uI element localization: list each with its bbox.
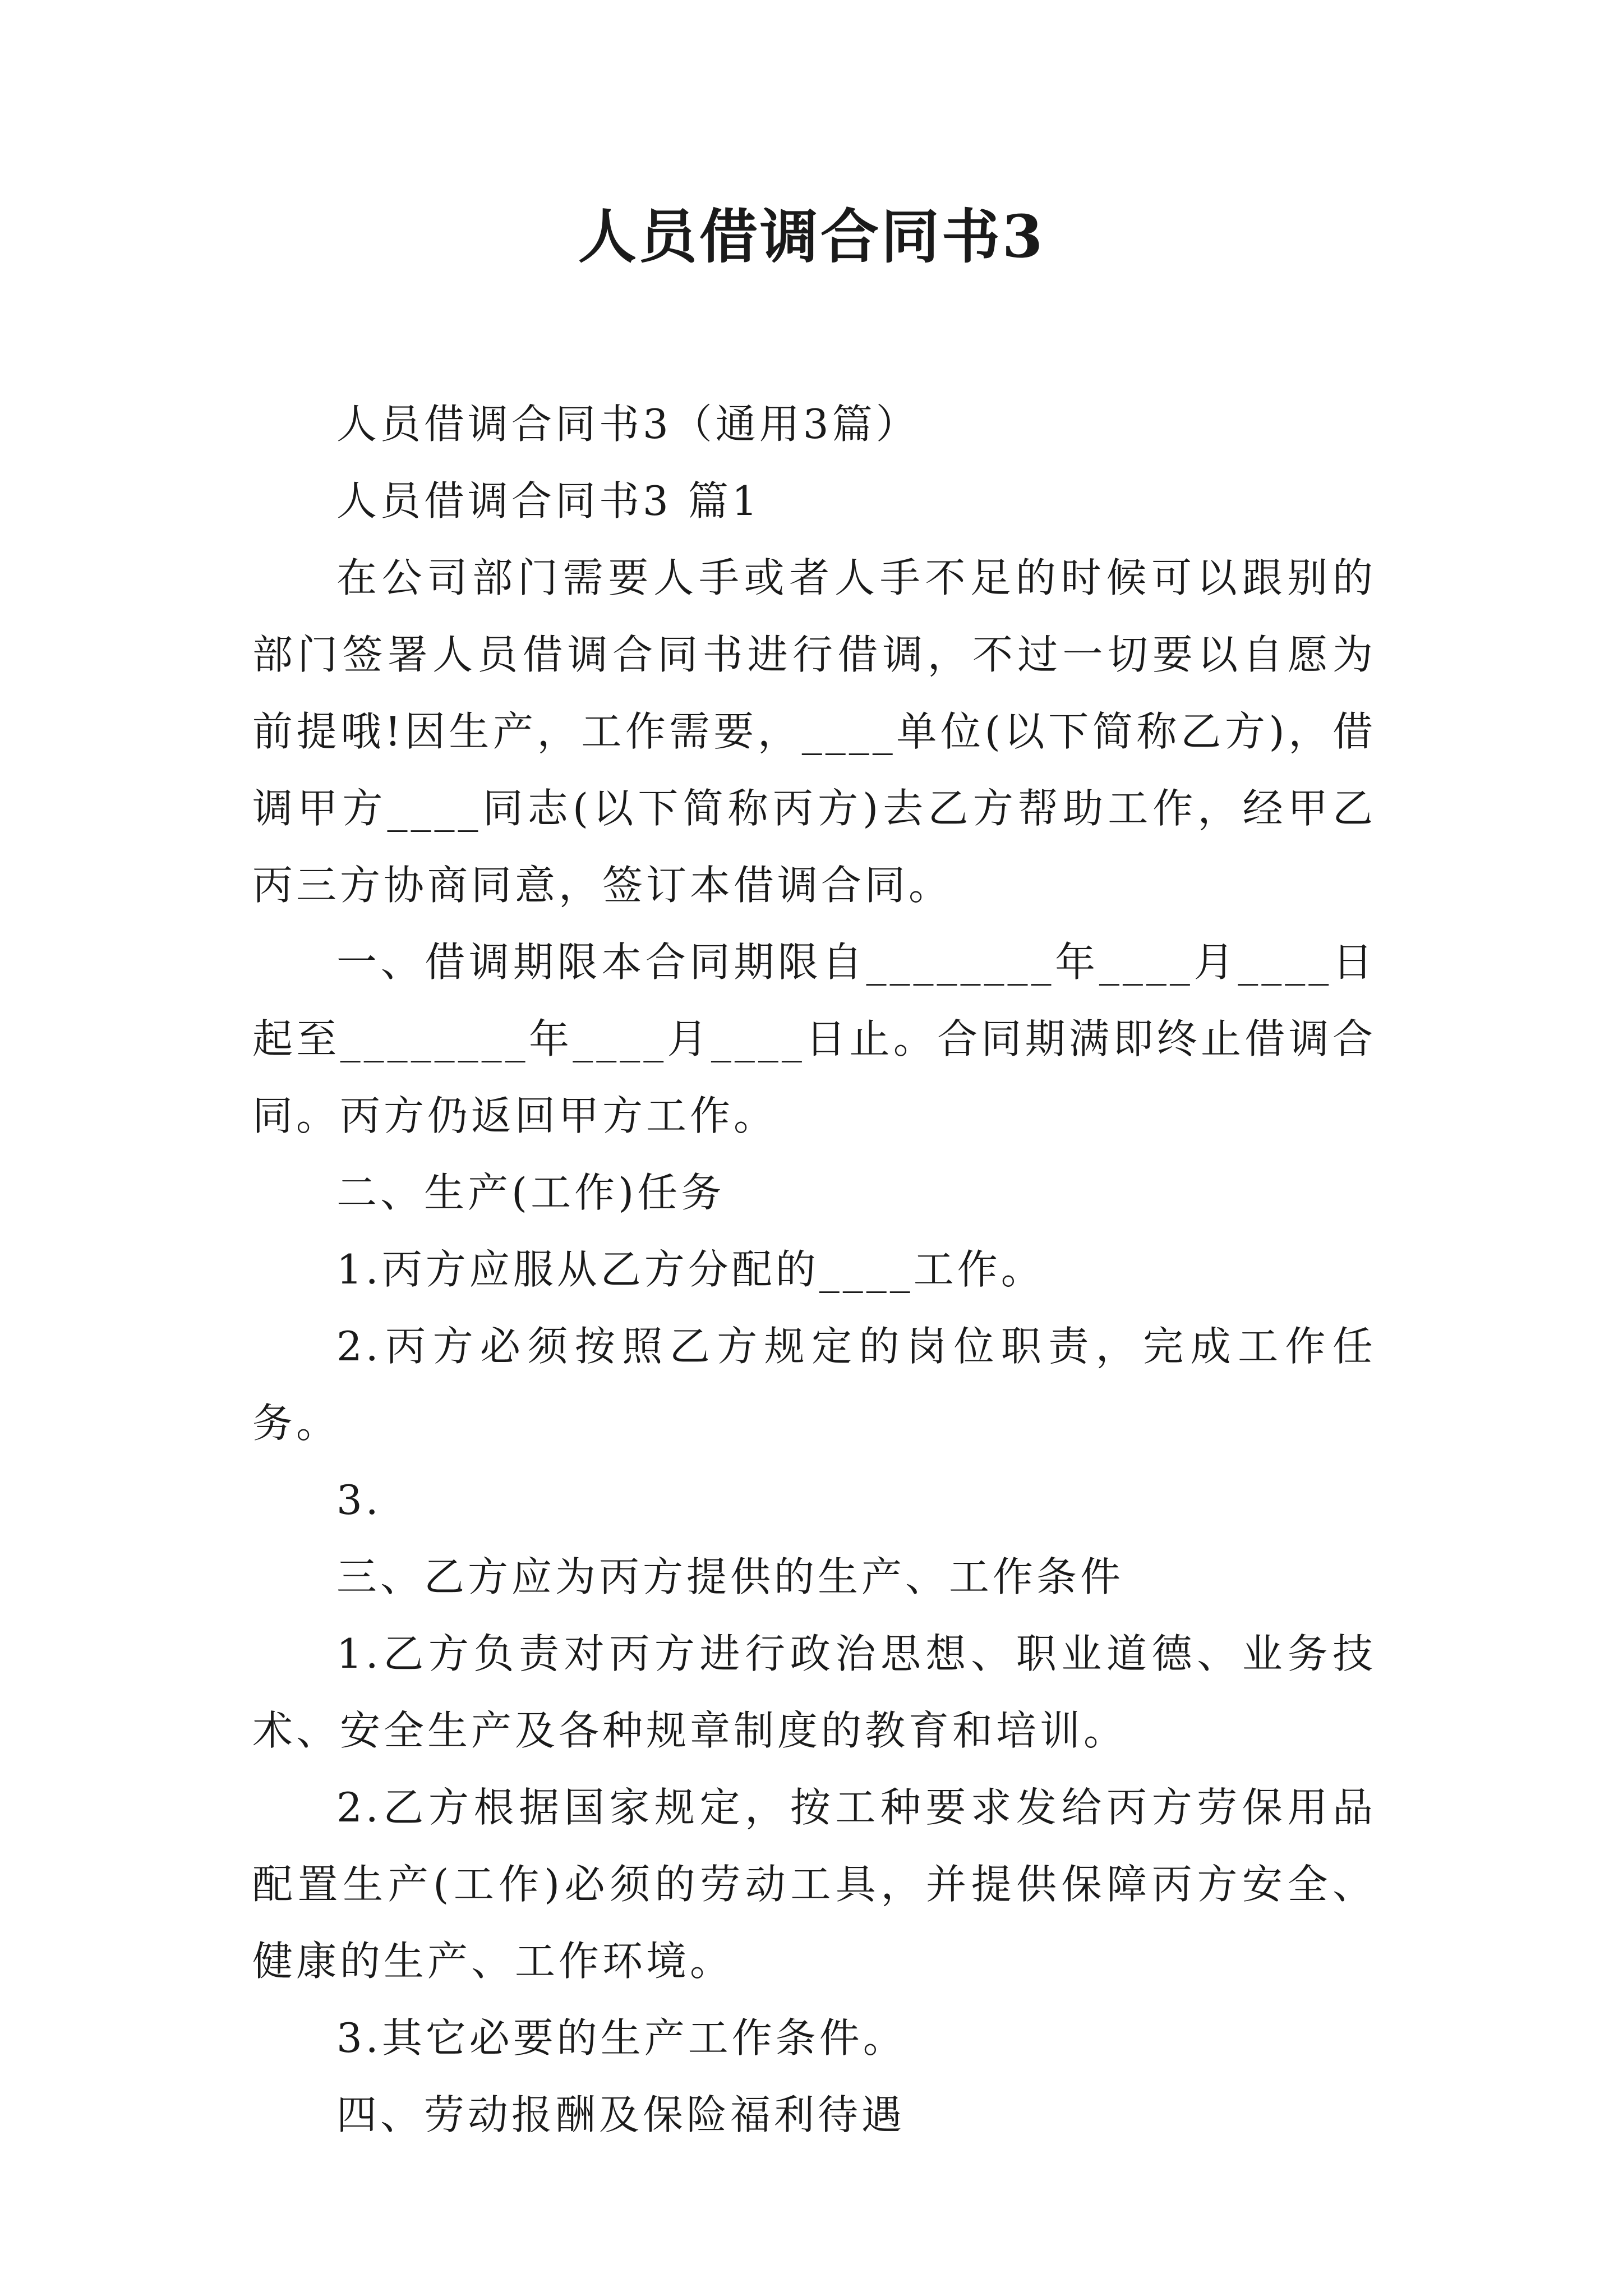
paragraph-clause-3-item-1: 1.乙方负责对丙方进行政治思想、职业道德、业务技术、安全生产及各种规章制度的教育和培训。: [252, 1630, 1376, 1754]
paragraph-clause-2-item-1: 1.丙方应服从乙方分配的____工作。: [336, 1246, 1045, 1293]
paragraph-subtitle: 人员借调合同书3（通用3篇）: [336, 401, 920, 448]
paragraph-clause-3-item-3: 3.其它必要的生产工作条件。: [336, 2014, 907, 2062]
paragraph-clause-1: 一、借调期限本合同期限自________年____月____日起至________年____月____日止。合同期满即终止借调合同。丙方仍返回甲方工作。: [252, 938, 1376, 1139]
paragraph-clause-2-heading: 二、生产(工作)任务: [336, 1169, 725, 1216]
document-title: 人员借调合同书3: [578, 202, 1045, 271]
document-body: [252, 386, 1376, 2154]
paragraph-clause-2-item-3: 3.: [336, 1476, 382, 1524]
paragraph-intro: 在公司部门需要人手或者人手不足的时候可以跟别的部门签署人员借调合同书进行借调，不过一切要以自愿为前提哦!因生产，工作需要，____单位(以下简称乙方)，借调甲方____同志(以下简称丙方)去乙方帮助工作，经甲乙丙三方协商同意，签订本借调合同。: [252, 554, 1376, 909]
paragraph-clause-2-item-2: 2.丙方必须按照乙方规定的岗位职责，完成工作任务。: [252, 1323, 1376, 1447]
paragraph-section-heading: 人员借调合同书3 篇1: [336, 477, 761, 524]
paragraph-clause-3-heading: 三、乙方应为丙方提供的生产、工作条件: [336, 1553, 1124, 1600]
paragraph-clause-3-item-2: 2.乙方根据国家规定，按工种要求发给丙方劳保用品配置生产(工作)必须的劳动工具，并提供保障丙方安全、健康的生产、工作环境。: [252, 1784, 1376, 1985]
paragraph-clause-4-heading: 四、劳动报酬及保险福利待遇: [336, 2091, 906, 2138]
